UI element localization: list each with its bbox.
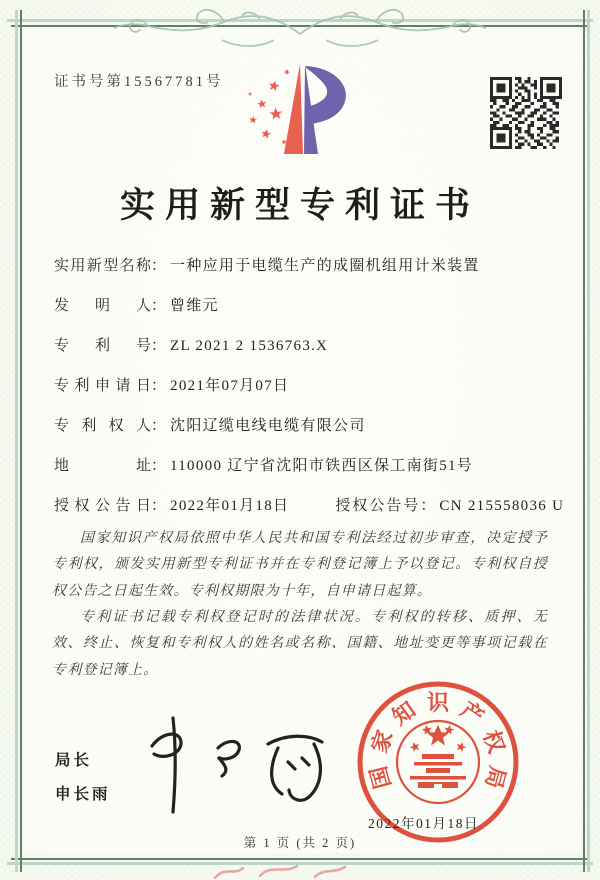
field-value: 一种应用于电缆生产的成圈机组用计米装置 (170, 258, 480, 274)
page-number: 第 1 页 (共 2 页) (243, 836, 357, 850)
cnipa-logo-icon (240, 60, 368, 164)
director-signature-icon (118, 712, 348, 817)
svg-text:国: 国 (365, 763, 396, 792)
qr-code-icon (487, 74, 565, 152)
field-address: 地址： 110000 辽宁省沈阳市铁西区保工南街51号 (54, 454, 554, 478)
frame-right-dark-line (583, 10, 585, 872)
legal-text (52, 526, 548, 684)
field-label: 发明人 (54, 298, 151, 314)
field-value: 2021年07月07日 (170, 378, 290, 394)
director-name: 申长雨 (55, 786, 111, 803)
svg-text:家: 家 (366, 727, 398, 757)
svg-text:知: 知 (387, 696, 421, 730)
grant-number: 授权公告号： CN 215558036 U (335, 498, 565, 514)
seal-date: 2022年01月18日 (368, 816, 479, 831)
frame-left-dark-line (20, 10, 22, 872)
field-label: 专利申请日 (54, 378, 151, 394)
frame-right-light-line (587, 10, 590, 872)
svg-text:权: 权 (478, 727, 510, 757)
field-value: ZL 2021 2 1536763.X (170, 338, 329, 354)
field-filing-date: 专利申请日： 2021年07月07日 (54, 374, 554, 398)
field-value: 沈阳辽缆电线电缆有限公司 (170, 418, 366, 434)
svg-text:识: 识 (426, 690, 450, 715)
svg-text:局: 局 (480, 763, 511, 792)
field-value: 110000 辽宁省沈阳市铁西区保工南街51号 (170, 458, 474, 474)
frame-bottom-light-line (7, 862, 593, 865)
top-flourish-ornament-icon (100, 0, 500, 62)
field-label: 专利权人 (54, 418, 151, 434)
field-invention-name: 实用新型名称： 一种应用于电缆生产的成圈机组用计米装置 (54, 254, 554, 278)
field-inventor: 发明人： 曾维元 (54, 294, 554, 318)
frame-bottom-dark-line (11, 858, 589, 860)
certificate-fields (54, 254, 565, 534)
svg-text:产: 产 (455, 696, 489, 730)
field-label: 地址 (54, 458, 151, 474)
grant-date: 授权公告日： 2022年01月18日 (54, 498, 290, 514)
field-grant-row (54, 494, 565, 518)
field-patent-number: 专利号： ZL 2021 2 1536763.X (54, 334, 554, 358)
director-title: 局长 (55, 752, 93, 769)
field-value: 曾维元 (170, 298, 219, 314)
certificate-number: 证书号第15567781号 (54, 74, 224, 90)
legal-paragraph-1: 国家知识产权局依照中华人民共和国专利法经过初步审查，决定授予专利权，颁发实用新型专利证书并在专利登记簿上予以登记。专利权自授权公告之日起生效。专利权期限为十年，自申请日起算。 (52, 531, 548, 599)
director-block (55, 744, 111, 812)
field-label: 专利号 (54, 338, 151, 354)
national-emblem-icon (397, 721, 479, 803)
field-patentee: 专利权人： 沈阳辽缆电线电缆有限公司 (54, 414, 554, 438)
legal-paragraph-2: 专利证书记载专利权登记时的法律状况。专利权的转移、质押、无效、终止、恢复和专利权人的姓名或名称、国籍、地址变更等事项记载在专利登记簿上。 (52, 609, 548, 678)
field-label: 实用新型名称 (54, 258, 151, 274)
frame-left-light-line (15, 10, 18, 872)
certificate-title: 实用新型专利证书 (119, 186, 480, 225)
